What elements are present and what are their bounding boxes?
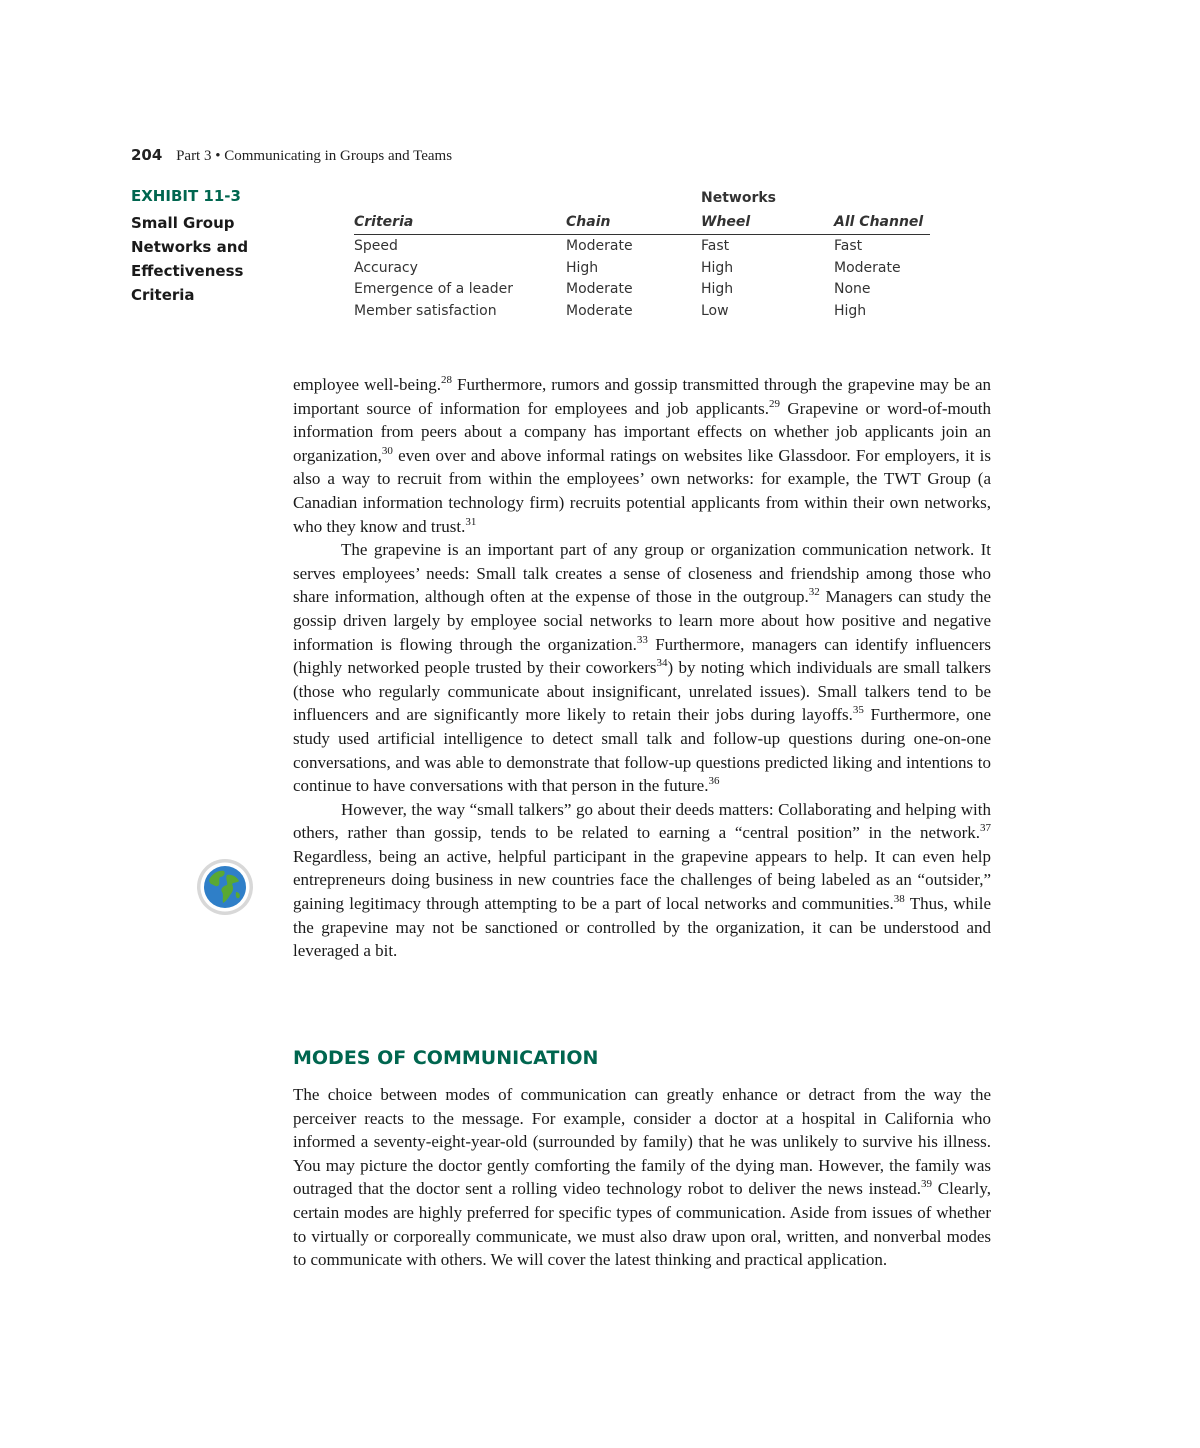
- footnote-ref: 38: [893, 893, 905, 906]
- exhibit-number: EXHIBIT 11-3: [131, 187, 241, 205]
- table-cell: Member satisfaction: [354, 302, 497, 319]
- table-cell: Moderate: [566, 237, 633, 254]
- body-text: [293, 373, 991, 963]
- table-cell: Moderate: [834, 259, 901, 276]
- table-cell: None: [834, 281, 871, 298]
- page-number: 204: [131, 146, 163, 164]
- footnote-ref: 36: [708, 775, 720, 788]
- paragraph: The choice between modes of communication can greatly enhance or detract from the way the perceiver reacts to the message. For example, consider a doctor at a hospital in California who informed a seventy-eight-year-old (surrounded by family) that he was unlikely to survive his illness. You may picture the doctor gently comforting the family of the dying man. However, the family was outraged that the doctor sent a rolling video technology robot to deliver the news instead.$^{39}$ Clearly, certain modes are highly preferred for specific types of communication. Aside from issues of whether to virtually or corporeally communicate, we must also draw upon oral, written, and nonverbal modes to communicate with others. We will cover the latest thinking and practical application.: [293, 1085, 991, 1270]
- table-header-row: [354, 210, 930, 235]
- footnote-ref: 29: [769, 397, 780, 410]
- table-cell: Emergence of a leader: [354, 281, 514, 298]
- paragraph: However, the way “small talkers” go about their deeds matters: Collaborating and helping with others, rather than gossip, tends to be related to earning a “central position” in the network.$^{37}$ Regardless, being an active, helpful participant in the grapevine appears to help. It can even help entrepreneurs doing business in new countries face the challenges of being labeled as an “outsider,” gaining legitimacy through attempting to be a part of local networks and communities.$^{38}$ Thus, while the grapevine may not be sanctioned or controlled by the organization, it can be understood and leveraged a bit.: [293, 799, 992, 961]
- table-cell: High: [566, 259, 599, 276]
- paragraph: employee well-being.$^{28}$ Furthermore, rumors and gossip transmitted through the grapevine may be an important source of information for employees and job applicants.$^{29}$ Grapevine or word-of-mouth information from peers about a company has important effects on whether job applicants join an organization,$^{30}$ even over and above informal ratings on websites like Glassdoor. For employers, it is also a way to recruit from within the employees’ own networks: for example, the TWT Group (a Canadian information technology firm) recruits potential applicants from within their own networks, who they know and trust.$^{31}$: [293, 374, 992, 536]
- table-cell: High: [701, 259, 734, 276]
- footnote-ref: 37: [980, 822, 991, 835]
- table-cell: High: [701, 281, 734, 298]
- table-cell: Speed: [354, 237, 398, 254]
- table-cell: Fast: [834, 237, 863, 254]
- column-header: Criteria: [354, 210, 566, 235]
- exhibit-title: Small Group Networks and Effectiveness Criteria: [131, 214, 249, 304]
- footnote-ref: 35: [852, 704, 864, 717]
- footnote-ref: 33: [636, 633, 648, 646]
- running-header: [131, 146, 452, 165]
- table-row: [354, 235, 930, 257]
- networks-group-header: Networks: [701, 190, 777, 206]
- exhibit-caption: [131, 187, 281, 307]
- table-cell: High: [834, 302, 867, 319]
- table-cell: Low: [701, 302, 729, 319]
- footnote-ref: 32: [808, 586, 820, 599]
- column-header: All Channel: [834, 210, 930, 235]
- footnote-ref: 39: [921, 1178, 933, 1191]
- footnote-ref: 28: [441, 374, 453, 386]
- column-header: Wheel: [701, 210, 834, 235]
- running-title: Part 3 • Communicating in Groups and Teams: [176, 148, 453, 164]
- section-body-text: [293, 1083, 991, 1272]
- column-header: Chain: [566, 210, 701, 235]
- table-group-header-row: [354, 186, 930, 210]
- table-row: [354, 257, 930, 279]
- footnote-ref: 31: [465, 515, 477, 528]
- table-cell: Moderate: [566, 302, 633, 319]
- table-cell: Moderate: [566, 281, 633, 298]
- paragraph: The grapevine is an important part of any group or organization communication network. It serves employees’ needs: Small talk creates a sense of closeness and friendship among those who share information, although often at the expense of those in the outgroup.$^{32}$ Managers can study the gossip driven largely by employee social networks to learn more about how positive and negative information is flowing through the organization.$^{33}$ Furthermore, managers can identify influencers (highly networked people trusted by their coworkers$^{34}$) by noting which individuals are small talkers (those who regularly communicate about insignificant, unrelated issues). Small talkers tend to be influencers and are significantly more likely to retain their jobs during layoffs.$^{35}$ Furthermore, one study used artificial intelligence to detect small talk and follow-up questions during one-on-one conversations, and was able to demonstrate that follow-up questions predicted liking and intentions to continue to have conversations with that person in the future.$^{36}$: [293, 540, 992, 796]
- table-row: [354, 300, 930, 322]
- networks-table: [354, 186, 930, 322]
- footnote-ref: 30: [381, 444, 393, 457]
- globe-icon: [196, 858, 254, 916]
- footnote-ref: 34: [656, 657, 668, 670]
- table-row: [354, 278, 930, 300]
- section-heading: MODES OF COMMUNICATION: [293, 1047, 599, 1069]
- table-cell: Fast: [701, 237, 730, 254]
- table-cell: Accuracy: [354, 259, 418, 276]
